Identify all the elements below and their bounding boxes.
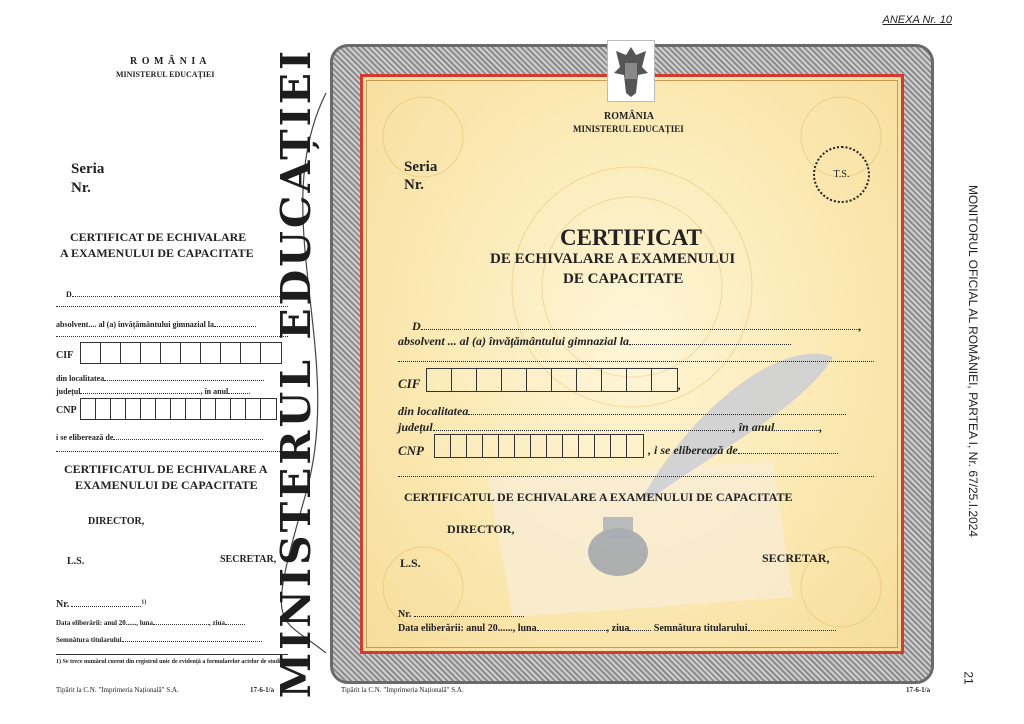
counterfoil-printer: Tipărit la C.N. "Imprimeria Națională" S.A. <box>56 686 179 694</box>
certificate-subtitle1: DE ECHIVALARE A EXAMENULUI <box>490 251 736 267</box>
counterfoil-ministry: MINISTERUL EDUCAȚIEI <box>116 70 215 79</box>
cert-absolvent: absolvent ... al (a) învățământului gimnazial la <box>398 334 630 348</box>
cert-cnp-boxes[interactable] <box>434 434 644 458</box>
page-number: 21 <box>961 671 976 685</box>
cert-sub-title: CERTIFICATUL DE ECHIVALARE A EXAMENULUI DE CAPACITATE <box>404 490 793 504</box>
cert-in-anul: , în anul <box>732 420 775 434</box>
cert-director: DIRECTOR, <box>447 522 515 536</box>
cert-nr-foot: Nr. <box>398 609 412 620</box>
certificate-seria: Seria <box>404 159 438 175</box>
annex-label: ANEXA Nr. 10 <box>882 14 952 26</box>
cert-judet-row: județul , în anul , <box>398 420 823 434</box>
cert-data-label: Data eliberării: anul 20......, luna <box>398 623 537 634</box>
cert-judet-label: județul <box>398 420 433 434</box>
vertical-ministry-text: MINISTERUL EDUCAȚIEI <box>272 47 320 699</box>
cert-localitate-label: din localitatea <box>398 404 469 418</box>
counterfoil-director: DIRECTOR, <box>88 516 145 527</box>
counterfoil-semnatura-label: Semnătura titularului <box>56 636 122 644</box>
counterfoil-cnp-label: CNP <box>56 405 77 416</box>
counterfoil-nr: Nr. <box>71 180 91 196</box>
coat-of-arms <box>607 40 655 102</box>
counterfoil-localitate-label: din localitatea <box>56 374 105 383</box>
cert-blank-line <box>398 361 874 362</box>
counterfoil-d-label: D <box>66 290 72 299</box>
certificate-country: ROMÂNIA <box>604 111 654 122</box>
eagle-icon <box>608 41 654 101</box>
counterfoil-title-line1: CERTIFICAT DE ECHIVALARE <box>70 230 247 244</box>
divider <box>56 654 288 655</box>
cert-cif-label: CIF <box>398 376 421 391</box>
cert-d-row: D , <box>412 319 862 333</box>
cert-blank-line <box>398 476 874 477</box>
counterfoil-country: R O M Â N I A <box>130 56 208 67</box>
cert-semnatura-label: Semnătura titularului <box>653 623 748 634</box>
counterfoil-sub-line2: EXAMENULUI DE CAPACITATE <box>75 478 258 492</box>
cert-ise-row <box>648 443 878 458</box>
counterfoil-judet-label: județul <box>56 387 81 396</box>
cert-name-field[interactable] <box>464 329 859 330</box>
counterfoil-seria: Seria <box>71 161 105 177</box>
side-header <box>958 186 988 536</box>
counterfoil-secretar: SECRETAR, <box>220 554 277 565</box>
counterfoil-in-anul: , în anul <box>200 387 229 396</box>
cert-printer: Tipărit la C.N. "Imprimeria Națională" S.A. <box>341 686 464 694</box>
cert-ise-label: , i se eliberează de <box>648 443 738 457</box>
counterfoil-title-line2: A EXAMENULUI DE CAPACITATE <box>60 246 254 260</box>
certificate-title: CERTIFICAT <box>560 225 702 250</box>
cert-ls: L.S. <box>400 556 421 570</box>
counterfoil-ls: L.S. <box>67 556 85 567</box>
counterfoil-code: 17-6-1/a <box>250 686 275 694</box>
ts-stamp <box>813 146 870 203</box>
counterfoil-absolvent: absolvent.... al (a) învățământului gimnazial la <box>56 320 215 329</box>
cert-ziua: , ziua <box>606 623 630 634</box>
cert-cnp-label: CNP <box>398 443 424 458</box>
counterfoil-nr-row <box>56 599 146 610</box>
counterfoil-nr-foot: Nr. <box>56 599 70 610</box>
counterfoil-footnote: 1) Se trece numărul curent din registrul unic de evidență a formularelor actelor de studii. <box>56 659 284 665</box>
counterfoil-ziua: , ziua <box>209 619 225 627</box>
cert-nr-row <box>398 609 524 620</box>
certificate-ministry: MINISTERUL EDUCAȚIEI <box>573 124 684 134</box>
cert-code: 17-6-1/a <box>906 686 931 694</box>
ts-label: T.S. <box>833 169 850 180</box>
cert-d-label: D <box>412 319 421 333</box>
counterfoil-sub-line1: CERTIFICATUL DE ECHIVALARE A <box>64 462 268 476</box>
counterfoil-footnote-mark: 1) <box>141 599 147 606</box>
cert-secretar: SECRETAR, <box>762 551 830 565</box>
cert-cif-comma: , <box>678 378 681 392</box>
cert-cif-boxes[interactable] <box>426 368 678 392</box>
certificate-nr: Nr. <box>404 177 424 193</box>
monitorul-oficial-label: MONITORUL OFICIAL AL ROMÂNIEI, PARTEA I, Nr. 67/25.I.2024 <box>966 184 980 538</box>
counterfoil-cif-label: CIF <box>56 350 74 361</box>
cert-localitate-row <box>398 404 878 419</box>
counterfoil-ise-label: i se eliberează de <box>56 433 114 442</box>
counterfoil-data-label: Data eliberării: anul 20......, luna <box>56 619 154 627</box>
certificate-subtitle2: DE CAPACITATE <box>563 271 684 287</box>
cert-data-row <box>398 623 878 634</box>
cert-absolvent-row <box>398 334 878 349</box>
